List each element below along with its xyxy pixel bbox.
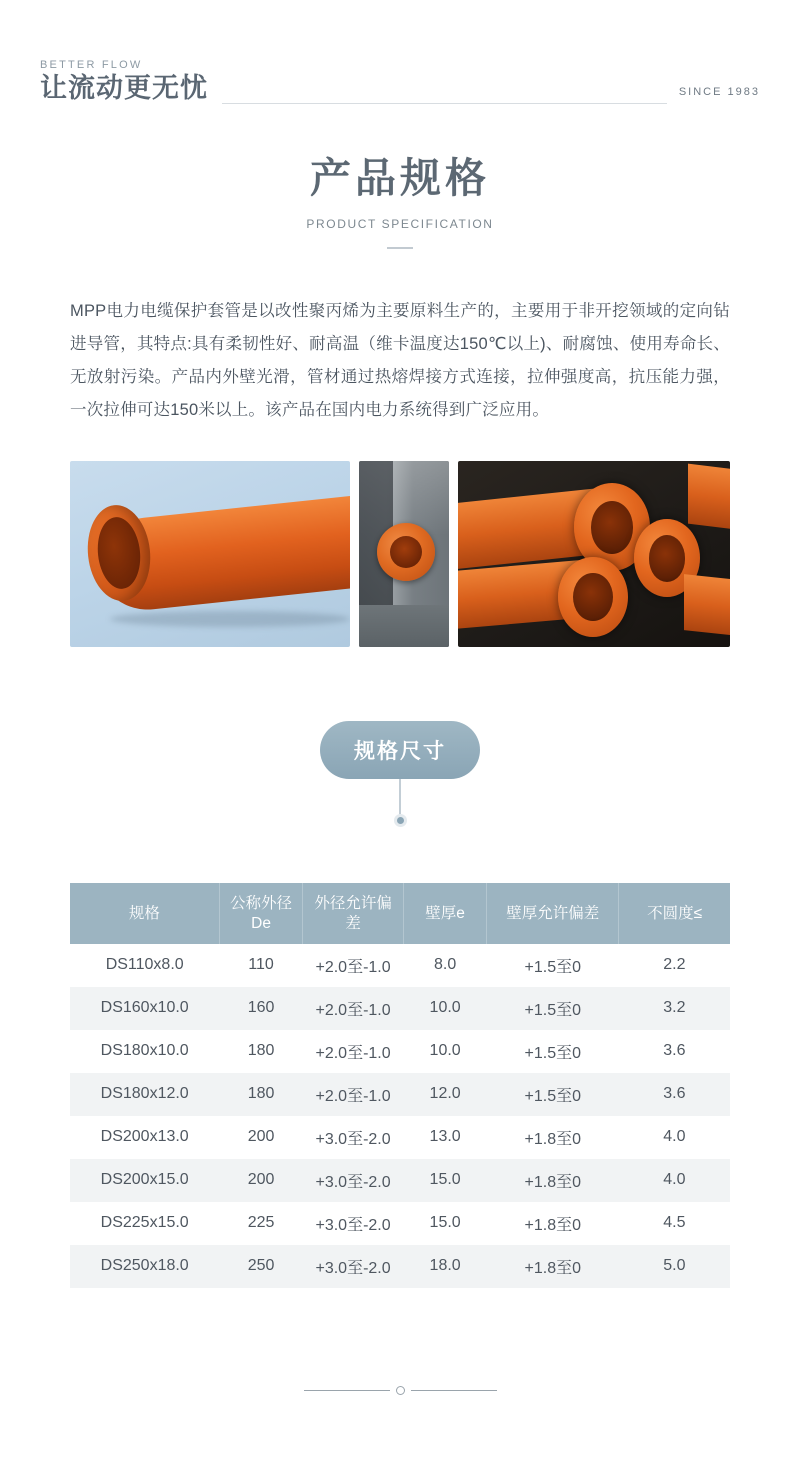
cell-spec: DS200x15.0 bbox=[100, 1171, 189, 1189]
cell-outer-diameter: 110 bbox=[248, 956, 274, 974]
cell-wall-tolerance: +1.5至0 bbox=[524, 1044, 582, 1062]
table-row bbox=[70, 1159, 730, 1202]
cell-wall-tolerance: +1.5至0 bbox=[524, 1001, 582, 1019]
product-gallery bbox=[70, 461, 730, 647]
cell-od-tolerance: +2.0至-1.0 bbox=[315, 1044, 391, 1062]
cell-outer-diameter: 200 bbox=[247, 1171, 275, 1189]
cell-spec: DS180x12.0 bbox=[100, 1085, 189, 1103]
cell-wall-tolerance: +1.8至0 bbox=[524, 1130, 582, 1148]
cell-od-tolerance: +2.0至-1.0 bbox=[315, 1001, 391, 1019]
cell-ovality: 4.0 bbox=[663, 1171, 686, 1189]
cell-spec: DS225x15.0 bbox=[100, 1214, 189, 1232]
page-subtitle: PRODUCT SPECIFICATION bbox=[306, 217, 494, 232]
title-divider bbox=[387, 247, 413, 249]
cell-ovality: 3.6 bbox=[663, 1085, 686, 1103]
cell-outer-diameter: 200 bbox=[247, 1128, 275, 1146]
cell-outer-diameter: 225 bbox=[247, 1214, 275, 1232]
cell-outer-diameter: 180 bbox=[247, 1042, 275, 1060]
cell-ovality: 4.0 bbox=[663, 1128, 686, 1146]
cell-od-tolerance: +3.0至-2.0 bbox=[315, 1259, 391, 1277]
cell-ovality: 4.5 bbox=[663, 1214, 686, 1232]
page-title-block bbox=[0, 154, 800, 249]
column-header-outer-diameter: 公称外径De bbox=[219, 883, 302, 944]
cell-wall-thickness: 10.0 bbox=[429, 999, 461, 1017]
table-row bbox=[70, 1073, 730, 1116]
cell-spec: DS160x10.0 bbox=[100, 999, 189, 1017]
spec-table-wrapper bbox=[70, 883, 730, 1288]
footer-circle-icon bbox=[396, 1386, 405, 1395]
table-row bbox=[70, 1116, 730, 1159]
page-title: 产品规格 bbox=[310, 155, 490, 201]
cell-outer-diameter: 160 bbox=[247, 999, 275, 1017]
cell-wall-thickness: 15.0 bbox=[429, 1171, 461, 1189]
column-header-wall-tolerance: 壁厚允许偏差 bbox=[487, 883, 619, 944]
brand-tagline-en: BETTER FLOW bbox=[40, 59, 143, 71]
cell-od-tolerance: +3.0至-2.0 bbox=[315, 1130, 391, 1148]
table-row bbox=[70, 944, 730, 987]
column-header-od-tolerance: 外径允许偏差 bbox=[303, 883, 404, 944]
cell-wall-thickness: 12.0 bbox=[429, 1085, 461, 1103]
pipe-end-shape bbox=[558, 557, 628, 637]
cell-wall-thickness: 10.0 bbox=[429, 1042, 461, 1060]
cell-ovality: 5.0 bbox=[663, 1257, 686, 1275]
cell-wall-tolerance: +1.8至0 bbox=[524, 1259, 582, 1277]
product-photo-workshop bbox=[359, 461, 449, 647]
product-photo-stack bbox=[458, 461, 730, 647]
cell-wall-thickness: 15.0 bbox=[429, 1214, 461, 1232]
cell-ovality: 3.6 bbox=[663, 1042, 686, 1060]
table-row bbox=[70, 1030, 730, 1073]
cell-outer-diameter: 180 bbox=[247, 1085, 275, 1103]
badge-connector-dot bbox=[394, 814, 407, 827]
brand-logo bbox=[40, 59, 222, 120]
cell-wall-thickness: 8.0 bbox=[433, 956, 457, 974]
table-row bbox=[70, 1245, 730, 1288]
column-header-spec: 规格 bbox=[70, 883, 219, 944]
cell-od-tolerance: +3.0至-2.0 bbox=[315, 1216, 391, 1234]
intro-paragraph: MPP电力电缆保护套管是以改性聚丙烯为主要原料生产的，主要用于非开挖领域的定向钻进导管，其特点:具有柔韧性好、耐高温（维卡温度达150℃以上)、耐腐蚀、使用寿命长、无放射污染。产品内外壁光滑，管材通过热熔焊接方式连接，拉伸强度高，抗压能力强，一次拉伸可达150米以上。该产品在国内电力系统得到广泛应用。 bbox=[70, 302, 730, 420]
cell-od-tolerance: +2.0至-1.0 bbox=[315, 1087, 391, 1105]
spec-table-head bbox=[70, 883, 730, 944]
cell-wall-thickness: 13.0 bbox=[429, 1128, 461, 1146]
cell-ovality: 3.2 bbox=[663, 999, 686, 1017]
cell-wall-tolerance: +1.5至0 bbox=[524, 958, 582, 976]
cell-spec: DS200x13.0 bbox=[100, 1128, 189, 1146]
cell-spec: DS250x18.0 bbox=[100, 1257, 189, 1275]
since-label: SINCE 1983 bbox=[667, 86, 760, 120]
table-row bbox=[70, 1202, 730, 1245]
spec-table bbox=[70, 883, 730, 1288]
footer-line-right bbox=[411, 1390, 497, 1391]
cell-od-tolerance: +3.0至-2.0 bbox=[315, 1173, 391, 1191]
pipe-bore-shape bbox=[390, 536, 422, 568]
spec-table-body bbox=[70, 944, 730, 1288]
column-header-wall-thickness: 壁厚e bbox=[403, 883, 486, 944]
cell-od-tolerance: +2.0至-1.0 bbox=[315, 958, 391, 976]
cell-wall-thickness: 18.0 bbox=[429, 1257, 461, 1275]
table-row bbox=[70, 987, 730, 1030]
cell-ovality: 2.2 bbox=[663, 956, 686, 974]
cell-wall-tolerance: +1.5至0 bbox=[524, 1087, 582, 1105]
section-badge-block bbox=[0, 721, 800, 827]
page-header bbox=[0, 0, 800, 120]
photo-shadow bbox=[110, 611, 350, 627]
pipe-body-shape bbox=[684, 574, 730, 644]
cell-wall-tolerance: +1.8至0 bbox=[524, 1216, 582, 1234]
cell-spec: DS180x10.0 bbox=[100, 1042, 189, 1060]
cell-spec: DS110x8.0 bbox=[105, 956, 184, 974]
column-header-ovality: 不圆度≤ bbox=[619, 883, 730, 944]
table-header-row bbox=[70, 883, 730, 944]
section-badge: 规格尺寸 bbox=[320, 721, 480, 779]
brand-tagline-cn: 让流动更无忧 bbox=[40, 73, 208, 103]
pipe-body-shape bbox=[688, 464, 730, 539]
cell-outer-diameter: 250 bbox=[247, 1257, 275, 1275]
product-photo-main bbox=[70, 461, 350, 647]
workshop-floor-shape bbox=[359, 605, 449, 647]
cell-wall-tolerance: +1.8至0 bbox=[524, 1173, 582, 1191]
footer-line-left bbox=[304, 1390, 390, 1391]
footer-ornament bbox=[0, 1386, 800, 1395]
